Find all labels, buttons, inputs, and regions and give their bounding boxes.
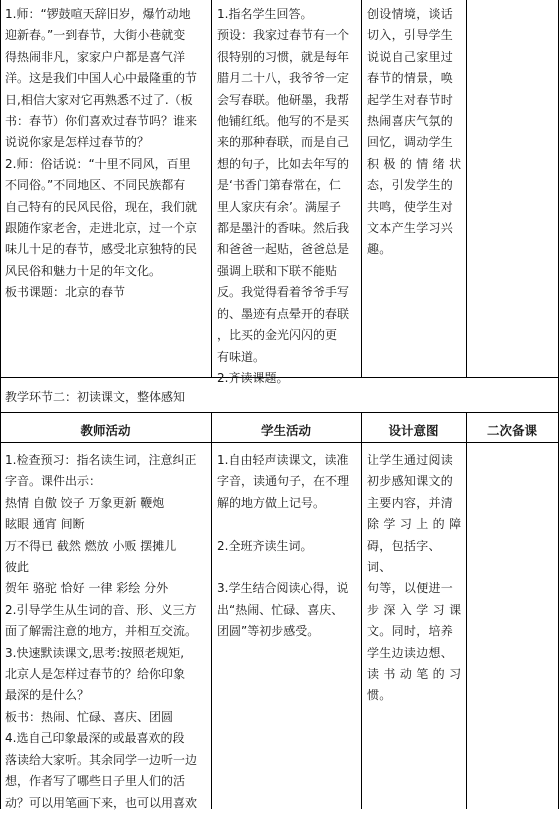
section2-teacher-activity: 1.检查预习：指名读生词，注意纠正 字音。课件出示： 热情 自傲 饺子 万象更新 鞭炮 眩眼 通宵 间断 万不得已 截然 燃放 小贩 摆摊儿 彼此 贺年 骆驼 恰好 一律 彩绘 分外 2.引导学生从生词的音、形、义三方 面了解需注意的地方，并相互交流。 3.快速默读课文,思考:按照老规矩, 北京人是怎样过春节的？给你印象 最深的是什么？ 板书：热闹、忙碌、喜庆、团圆 4.选自己印象最深的或最喜欢的段 落读给大家听。其余同学一边听一边 想，作者写了哪些日子里人们的活 动？可以用笔画下来，也可以用喜欢 bbox=[5, 453, 198, 810]
section1-teacher-activity: 1.师：“锣鼓喧天辞旧岁，爆竹动地 迎新春。”一到春节，大街小巷就变 得热闹非凡，家家户户都是喜气洋 洋。这是我们中国人心中最隆重的节 日,相信大家对它再熟悉不过了.（板 书：春节）你们喜欢过春节吗？谁来 说说你家是怎样过春节的？ 2.师：俗话说：“十里不同风，百里 不同俗。”不同地区、不同民族都有 自己特有的民风民俗，现在，我们就 跟随作家老舍，走进北京，过一个京 味儿十足的春节，感受北京独特的民 风民俗和魅力十足的年文化。 板书课题：北京的春节 bbox=[5, 7, 198, 300]
column-divider-3b bbox=[466, 412, 467, 809]
section2-title: 教学环节二：初读课文，整体感知 bbox=[5, 390, 186, 404]
section1-student-activity: 1.指名学生回答。 预设：我家过春节有一个 很特别的习惯，就是每年 腊月二十八，我爷爷一定 会写春联。他研墨，我帮 他铺红纸。他写的不是买 来的那种春联，而是自己 想的句子，比如去年写的 是‘书香门第春常在，仁 里人家庆有余’。满屋子 都是墨汁的香味。然后我 和爸爸一起贴，爸爸总是 强调上联和下联不能贴 反。我觉得看着爷爷手写 的、墨迹有点晕开的春联 ，比买的金光闪闪的更 有味道。 2.齐读课题。 bbox=[217, 7, 350, 385]
column-divider-3 bbox=[466, 0, 467, 377]
section2-design-intent: 让学生通过阅读 初步感知课文的 主要内容，并清 除 学 习 上 的 障 碍，包括字、词、 句等，以便进一 步 深 入 学 习 课 文。同时，培养 学生边读边想、 读 书 动 笔 的 习 惯。 bbox=[367, 453, 462, 703]
section1-design-intent: 创设情境，谈话 切入，引导学生 说说自己家里过 春节的情景，唤 起学生对春节时 热闹喜庆气氛的 回忆，调动学生 积 极 的 情 绪 状 态，引发学生的 共鸣，使学生对 文本产生学习兴 趣。 bbox=[367, 7, 462, 257]
header-second-preparation: 二次备课 bbox=[486, 423, 537, 438]
column-divider-1 bbox=[211, 0, 212, 377]
column-divider-2 bbox=[361, 0, 362, 377]
column-divider-1b bbox=[211, 412, 212, 809]
row-divider-2 bbox=[0, 412, 559, 413]
header-student-activity: 学生活动 bbox=[260, 423, 311, 438]
header-teacher-activity: 教师活动 bbox=[80, 423, 131, 438]
header-design-intent: 设计意图 bbox=[388, 423, 439, 438]
table-border-left bbox=[0, 0, 1, 809]
row-divider-3 bbox=[0, 442, 559, 443]
column-divider-2b bbox=[361, 412, 362, 809]
section2-student-activity: 1.自由轻声读课文，读准 字音，读通句子，在不理 解的地方做上记号。 2.全班齐读生词。 3.学生结合阅读心得，说 出“热闹、忙碌、喜庆、 团圆”等初步感受。 bbox=[217, 453, 350, 639]
table-border-right bbox=[558, 0, 559, 809]
